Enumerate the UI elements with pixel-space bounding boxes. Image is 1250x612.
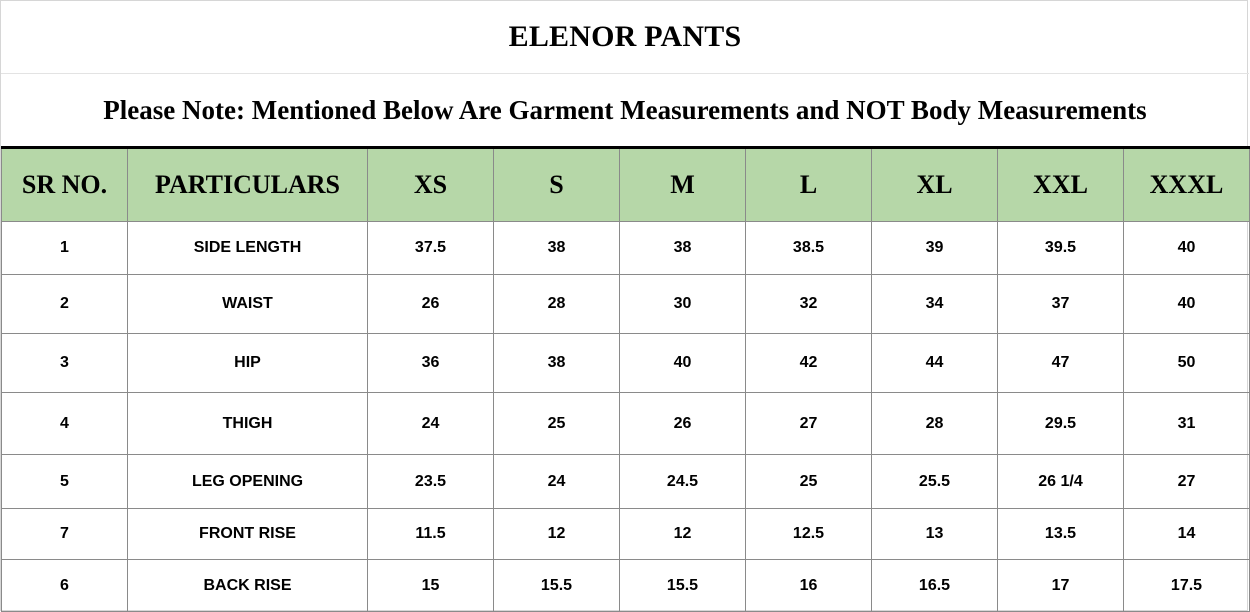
cell-value: 12 bbox=[494, 509, 620, 560]
cell-sr-no: 4 bbox=[2, 393, 128, 455]
cell-value: 39.5 bbox=[998, 222, 1124, 275]
cell-value: 37.5 bbox=[368, 222, 494, 275]
header-size-m: M bbox=[620, 148, 746, 222]
cell-value: 42 bbox=[746, 334, 872, 393]
cell-value: 24.5 bbox=[620, 455, 746, 509]
cell-value: 16 bbox=[746, 560, 872, 612]
measurement-note: Please Note: Mentioned Below Are Garment Measurements and NOT Body Measurements bbox=[103, 94, 1147, 125]
table-row bbox=[2, 222, 1250, 275]
cell-sr-no: 5 bbox=[2, 455, 128, 509]
cell-value: 25 bbox=[746, 455, 872, 509]
cell-value: 25 bbox=[494, 393, 620, 455]
cell-value: 13.5 bbox=[998, 509, 1124, 560]
cell-value: 44 bbox=[872, 334, 998, 393]
cell-particular: SIDE LENGTH bbox=[128, 222, 368, 275]
cell-value: 16.5 bbox=[872, 560, 998, 612]
table-row bbox=[2, 393, 1250, 455]
cell-value: 13 bbox=[872, 509, 998, 560]
header-size-xl: XL bbox=[872, 148, 998, 222]
cell-value: 24 bbox=[494, 455, 620, 509]
cell-sr-no: 2 bbox=[2, 275, 128, 334]
table-header-row bbox=[2, 148, 1250, 222]
table-row bbox=[2, 275, 1250, 334]
cell-value: 34 bbox=[872, 275, 998, 334]
cell-value: 17.5 bbox=[1124, 560, 1250, 612]
cell-particular: BACK RISE bbox=[128, 560, 368, 612]
page-title: ELENOR PANTS bbox=[1, 1, 1249, 74]
table-row bbox=[2, 560, 1250, 612]
cell-value: 28 bbox=[494, 275, 620, 334]
cell-value: 24 bbox=[368, 393, 494, 455]
cell-value: 12 bbox=[620, 509, 746, 560]
table-row bbox=[2, 509, 1250, 560]
cell-value: 12.5 bbox=[746, 509, 872, 560]
header-sr-no: SR NO. bbox=[2, 148, 128, 222]
cell-value: 26 1/4 bbox=[998, 455, 1124, 509]
cell-particular: FRONT RISE bbox=[128, 509, 368, 560]
cell-particular: LEG OPENING bbox=[128, 455, 368, 509]
cell-value: 29.5 bbox=[998, 393, 1124, 455]
cell-value: 26 bbox=[368, 275, 494, 334]
cell-value: 38 bbox=[494, 334, 620, 393]
cell-sr-no: 7 bbox=[2, 509, 128, 560]
cell-value: 26 bbox=[620, 393, 746, 455]
cell-sr-no: 1 bbox=[2, 222, 128, 275]
header-size-xxxl: XXXL bbox=[1124, 148, 1250, 222]
cell-value: 30 bbox=[620, 275, 746, 334]
cell-value: 38.5 bbox=[746, 222, 872, 275]
header-size-xxl: XXL bbox=[998, 148, 1124, 222]
cell-value: 50 bbox=[1124, 334, 1250, 393]
cell-value: 15.5 bbox=[620, 560, 746, 612]
header-particulars: PARTICULARS bbox=[128, 148, 368, 222]
cell-value: 25.5 bbox=[872, 455, 998, 509]
cell-sr-no: 3 bbox=[2, 334, 128, 393]
table-row bbox=[2, 334, 1250, 393]
cell-value: 38 bbox=[620, 222, 746, 275]
cell-value: 38 bbox=[494, 222, 620, 275]
cell-particular: THIGH bbox=[128, 393, 368, 455]
size-table bbox=[1, 146, 1250, 612]
cell-particular: HIP bbox=[128, 334, 368, 393]
cell-sr-no: 6 bbox=[2, 560, 128, 612]
cell-value: 37 bbox=[998, 275, 1124, 334]
header-size-xs: XS bbox=[368, 148, 494, 222]
cell-value: 32 bbox=[746, 275, 872, 334]
header-size-l: L bbox=[746, 148, 872, 222]
cell-value: 40 bbox=[1124, 275, 1250, 334]
table-row bbox=[2, 455, 1250, 509]
cell-value: 27 bbox=[746, 393, 872, 455]
cell-value: 40 bbox=[1124, 222, 1250, 275]
cell-value: 17 bbox=[998, 560, 1124, 612]
cell-value: 11.5 bbox=[368, 509, 494, 560]
cell-value: 40 bbox=[620, 334, 746, 393]
cell-value: 28 bbox=[872, 393, 998, 455]
cell-value: 23.5 bbox=[368, 455, 494, 509]
cell-value: 27 bbox=[1124, 455, 1250, 509]
cell-particular: WAIST bbox=[128, 275, 368, 334]
cell-value: 36 bbox=[368, 334, 494, 393]
cell-value: 15 bbox=[368, 560, 494, 612]
cell-value: 31 bbox=[1124, 393, 1250, 455]
cell-value: 15.5 bbox=[494, 560, 620, 612]
header-size-s: S bbox=[494, 148, 620, 222]
cell-value: 39 bbox=[872, 222, 998, 275]
cell-value: 14 bbox=[1124, 509, 1250, 560]
cell-value: 47 bbox=[998, 334, 1124, 393]
